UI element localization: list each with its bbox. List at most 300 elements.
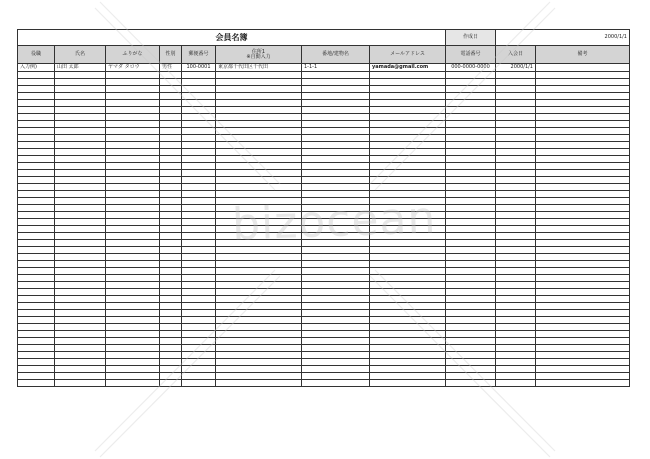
table-cell[interactable]: [55, 79, 106, 86]
table-cell[interactable]: [496, 338, 536, 345]
table-cell[interactable]: [182, 205, 216, 212]
table-cell[interactable]: [55, 177, 106, 184]
table-cell[interactable]: [302, 100, 370, 107]
table-cell[interactable]: [496, 149, 536, 156]
table-cell[interactable]: [496, 170, 536, 177]
table-cell[interactable]: [18, 121, 55, 128]
table-cell[interactable]: [496, 254, 536, 261]
table-cell[interactable]: [446, 254, 496, 261]
table-cell[interactable]: [55, 289, 106, 296]
table-cell[interactable]: [106, 79, 160, 86]
table-cell[interactable]: [182, 156, 216, 163]
table-cell[interactable]: [446, 219, 496, 226]
table-cell[interactable]: [370, 338, 446, 345]
table-cell[interactable]: [446, 135, 496, 142]
table-cell[interactable]: [446, 282, 496, 289]
table-cell[interactable]: [18, 128, 55, 135]
table-cell[interactable]: [446, 380, 496, 387]
table-cell[interactable]: [182, 247, 216, 254]
table-cell[interactable]: [216, 86, 302, 93]
table-cell[interactable]: [302, 268, 370, 275]
table-cell[interactable]: [446, 156, 496, 163]
table-cell[interactable]: [370, 198, 446, 205]
table-cell[interactable]: [160, 303, 182, 310]
table-cell[interactable]: [55, 338, 106, 345]
table-cell[interactable]: [302, 380, 370, 387]
table-cell[interactable]: [536, 149, 630, 156]
table-cell[interactable]: [370, 212, 446, 219]
table-cell[interactable]: [536, 331, 630, 338]
table-cell[interactable]: [106, 296, 160, 303]
table-cell[interactable]: [370, 324, 446, 331]
table-cell[interactable]: [18, 352, 55, 359]
table-cell[interactable]: [18, 247, 55, 254]
table-cell[interactable]: [370, 163, 446, 170]
table-cell[interactable]: [370, 156, 446, 163]
table-cell[interactable]: [536, 121, 630, 128]
table-cell[interactable]: [496, 380, 536, 387]
table-cell[interactable]: [106, 128, 160, 135]
table-cell[interactable]: [496, 72, 536, 79]
table-cell[interactable]: [536, 282, 630, 289]
cell-address1[interactable]: 東京都千代田区千代田: [216, 64, 302, 72]
table-cell[interactable]: [302, 198, 370, 205]
table-cell[interactable]: [302, 289, 370, 296]
table-cell[interactable]: [182, 219, 216, 226]
table-cell[interactable]: [536, 289, 630, 296]
table-cell[interactable]: [302, 226, 370, 233]
table-cell[interactable]: [160, 72, 182, 79]
table-cell[interactable]: [18, 373, 55, 380]
table-cell[interactable]: [536, 233, 630, 240]
table-cell[interactable]: [106, 114, 160, 121]
table-cell[interactable]: [216, 359, 302, 366]
table-cell[interactable]: [160, 142, 182, 149]
table-cell[interactable]: [536, 107, 630, 114]
table-cell[interactable]: [182, 303, 216, 310]
table-cell[interactable]: [302, 317, 370, 324]
table-cell[interactable]: [536, 303, 630, 310]
table-cell[interactable]: [216, 107, 302, 114]
table-cell[interactable]: [160, 184, 182, 191]
table-cell[interactable]: [182, 226, 216, 233]
table-cell[interactable]: [18, 177, 55, 184]
table-cell[interactable]: [216, 310, 302, 317]
table-cell[interactable]: [106, 317, 160, 324]
table-cell[interactable]: [18, 366, 55, 373]
table-cell[interactable]: [370, 345, 446, 352]
table-cell[interactable]: [446, 79, 496, 86]
table-cell[interactable]: [106, 240, 160, 247]
table-cell[interactable]: [216, 366, 302, 373]
table-cell[interactable]: [18, 107, 55, 114]
table-cell[interactable]: [496, 128, 536, 135]
table-cell[interactable]: [160, 324, 182, 331]
table-cell[interactable]: [106, 212, 160, 219]
table-cell[interactable]: [370, 205, 446, 212]
table-cell[interactable]: [370, 135, 446, 142]
table-cell[interactable]: [55, 184, 106, 191]
table-cell[interactable]: [446, 247, 496, 254]
table-cell[interactable]: [160, 240, 182, 247]
table-cell[interactable]: [496, 163, 536, 170]
table-cell[interactable]: [160, 114, 182, 121]
table-cell[interactable]: [182, 359, 216, 366]
table-cell[interactable]: [446, 352, 496, 359]
table-cell[interactable]: [446, 177, 496, 184]
table-cell[interactable]: [302, 184, 370, 191]
table-cell[interactable]: [536, 254, 630, 261]
table-cell[interactable]: [18, 303, 55, 310]
table-cell[interactable]: [182, 296, 216, 303]
table-cell[interactable]: [446, 296, 496, 303]
table-cell[interactable]: [182, 240, 216, 247]
table-cell[interactable]: [182, 254, 216, 261]
table-cell[interactable]: [216, 303, 302, 310]
table-cell[interactable]: [182, 135, 216, 142]
table-cell[interactable]: [55, 282, 106, 289]
table-cell[interactable]: [496, 86, 536, 93]
cell-furigana[interactable]: ヤマダ タロウ: [106, 64, 160, 72]
table-cell[interactable]: [182, 177, 216, 184]
table-cell[interactable]: [160, 247, 182, 254]
table-cell[interactable]: [18, 149, 55, 156]
cell-email[interactable]: yamada@gmail.com: [370, 64, 446, 72]
table-cell[interactable]: [216, 191, 302, 198]
table-cell[interactable]: [106, 338, 160, 345]
table-cell[interactable]: [536, 205, 630, 212]
table-cell[interactable]: [446, 100, 496, 107]
table-cell[interactable]: [496, 359, 536, 366]
table-cell[interactable]: [370, 317, 446, 324]
table-cell[interactable]: [160, 380, 182, 387]
table-cell[interactable]: [106, 331, 160, 338]
table-cell[interactable]: [106, 93, 160, 100]
table-cell[interactable]: [160, 177, 182, 184]
table-cell[interactable]: [216, 380, 302, 387]
table-cell[interactable]: [302, 275, 370, 282]
table-cell[interactable]: [446, 366, 496, 373]
table-cell[interactable]: [18, 296, 55, 303]
table-cell[interactable]: [536, 163, 630, 170]
table-cell[interactable]: [536, 275, 630, 282]
table-cell[interactable]: [182, 93, 216, 100]
table-cell[interactable]: [446, 373, 496, 380]
table-cell[interactable]: [496, 219, 536, 226]
table-cell[interactable]: [160, 198, 182, 205]
table-cell[interactable]: [446, 107, 496, 114]
table-cell[interactable]: [536, 268, 630, 275]
table-cell[interactable]: [55, 303, 106, 310]
table-cell[interactable]: [55, 86, 106, 93]
table-cell[interactable]: [302, 373, 370, 380]
table-cell[interactable]: [160, 275, 182, 282]
table-cell[interactable]: [446, 191, 496, 198]
table-cell[interactable]: [496, 282, 536, 289]
table-cell[interactable]: [182, 366, 216, 373]
table-cell[interactable]: [55, 149, 106, 156]
table-cell[interactable]: [370, 261, 446, 268]
table-cell[interactable]: [18, 198, 55, 205]
table-cell[interactable]: [536, 72, 630, 79]
table-cell[interactable]: [106, 198, 160, 205]
table-cell[interactable]: [55, 128, 106, 135]
table-cell[interactable]: [18, 114, 55, 121]
table-cell[interactable]: [106, 72, 160, 79]
table-cell[interactable]: [182, 170, 216, 177]
table-cell[interactable]: [536, 359, 630, 366]
table-cell[interactable]: [182, 191, 216, 198]
table-cell[interactable]: [216, 296, 302, 303]
table-cell[interactable]: [370, 268, 446, 275]
table-cell[interactable]: [106, 261, 160, 268]
table-cell[interactable]: [182, 107, 216, 114]
table-cell[interactable]: [182, 289, 216, 296]
table-cell[interactable]: [106, 345, 160, 352]
table-cell[interactable]: [496, 121, 536, 128]
table-cell[interactable]: [106, 310, 160, 317]
table-cell[interactable]: [536, 310, 630, 317]
table-cell[interactable]: [18, 226, 55, 233]
table-cell[interactable]: [496, 100, 536, 107]
table-cell[interactable]: [182, 79, 216, 86]
table-cell[interactable]: [55, 205, 106, 212]
table-cell[interactable]: [496, 275, 536, 282]
table-cell[interactable]: [182, 212, 216, 219]
table-cell[interactable]: [18, 191, 55, 198]
table-cell[interactable]: [536, 135, 630, 142]
table-cell[interactable]: [536, 93, 630, 100]
table-cell[interactable]: [536, 324, 630, 331]
created-date-value[interactable]: 2000/1/1: [496, 30, 630, 46]
table-cell[interactable]: [302, 247, 370, 254]
table-cell[interactable]: [536, 338, 630, 345]
table-cell[interactable]: [370, 352, 446, 359]
table-cell[interactable]: [446, 268, 496, 275]
table-cell[interactable]: [496, 261, 536, 268]
table-cell[interactable]: [106, 275, 160, 282]
table-cell[interactable]: [302, 156, 370, 163]
table-cell[interactable]: [370, 331, 446, 338]
table-cell[interactable]: [446, 289, 496, 296]
cell-role[interactable]: 入力例): [18, 64, 55, 72]
table-cell[interactable]: [536, 191, 630, 198]
table-cell[interactable]: [55, 261, 106, 268]
table-cell[interactable]: [446, 324, 496, 331]
table-cell[interactable]: [182, 310, 216, 317]
table-cell[interactable]: [496, 142, 536, 149]
table-cell[interactable]: [536, 86, 630, 93]
table-cell[interactable]: [160, 163, 182, 170]
table-cell[interactable]: [182, 72, 216, 79]
table-cell[interactable]: [160, 331, 182, 338]
table-cell[interactable]: [446, 72, 496, 79]
table-cell[interactable]: [302, 121, 370, 128]
table-cell[interactable]: [446, 338, 496, 345]
table-cell[interactable]: [160, 366, 182, 373]
table-cell[interactable]: [370, 254, 446, 261]
table-cell[interactable]: [160, 149, 182, 156]
table-cell[interactable]: [446, 149, 496, 156]
table-cell[interactable]: [55, 275, 106, 282]
table-cell[interactable]: [18, 156, 55, 163]
table-cell[interactable]: [496, 107, 536, 114]
table-cell[interactable]: [55, 107, 106, 114]
table-cell[interactable]: [160, 226, 182, 233]
table-cell[interactable]: [216, 331, 302, 338]
table-cell[interactable]: [536, 240, 630, 247]
table-cell[interactable]: [160, 352, 182, 359]
table-cell[interactable]: [106, 86, 160, 93]
table-cell[interactable]: [55, 317, 106, 324]
table-cell[interactable]: [496, 184, 536, 191]
table-cell[interactable]: [106, 121, 160, 128]
table-cell[interactable]: [160, 289, 182, 296]
table-cell[interactable]: [106, 324, 160, 331]
table-cell[interactable]: [182, 142, 216, 149]
table-cell[interactable]: [160, 93, 182, 100]
table-cell[interactable]: [160, 86, 182, 93]
table-cell[interactable]: [370, 191, 446, 198]
table-cell[interactable]: [536, 373, 630, 380]
cell-name[interactable]: 山田 太郎: [55, 64, 106, 72]
table-cell[interactable]: [302, 219, 370, 226]
table-cell[interactable]: [18, 345, 55, 352]
table-cell[interactable]: [106, 303, 160, 310]
table-cell[interactable]: [182, 198, 216, 205]
table-cell[interactable]: [216, 317, 302, 324]
table-cell[interactable]: [55, 72, 106, 79]
table-cell[interactable]: [55, 212, 106, 219]
table-cell[interactable]: [55, 226, 106, 233]
table-cell[interactable]: [106, 107, 160, 114]
table-cell[interactable]: [18, 282, 55, 289]
table-cell[interactable]: [302, 310, 370, 317]
table-cell[interactable]: [496, 135, 536, 142]
table-cell[interactable]: [302, 212, 370, 219]
table-cell[interactable]: [302, 282, 370, 289]
table-cell[interactable]: [446, 359, 496, 366]
table-cell[interactable]: [496, 268, 536, 275]
table-cell[interactable]: [496, 289, 536, 296]
table-cell[interactable]: [370, 296, 446, 303]
table-cell[interactable]: [106, 366, 160, 373]
table-cell[interactable]: [55, 380, 106, 387]
table-cell[interactable]: [106, 184, 160, 191]
table-cell[interactable]: [370, 380, 446, 387]
table-cell[interactable]: [182, 338, 216, 345]
table-cell[interactable]: [106, 254, 160, 261]
table-cell[interactable]: [370, 282, 446, 289]
table-cell[interactable]: [496, 317, 536, 324]
table-cell[interactable]: [302, 345, 370, 352]
table-cell[interactable]: [302, 338, 370, 345]
table-cell[interactable]: [216, 79, 302, 86]
table-cell[interactable]: [18, 324, 55, 331]
table-cell[interactable]: [182, 184, 216, 191]
table-cell[interactable]: [496, 233, 536, 240]
table-cell[interactable]: [216, 282, 302, 289]
table-cell[interactable]: [446, 128, 496, 135]
table-cell[interactable]: [182, 121, 216, 128]
table-cell[interactable]: [370, 240, 446, 247]
table-cell[interactable]: [302, 114, 370, 121]
table-cell[interactable]: [160, 121, 182, 128]
table-cell[interactable]: [18, 233, 55, 240]
table-cell[interactable]: [182, 380, 216, 387]
table-cell[interactable]: [106, 135, 160, 142]
table-cell[interactable]: [496, 205, 536, 212]
table-cell[interactable]: [370, 177, 446, 184]
table-cell[interactable]: [536, 177, 630, 184]
table-cell[interactable]: [496, 156, 536, 163]
table-cell[interactable]: [446, 86, 496, 93]
table-cell[interactable]: [536, 198, 630, 205]
table-cell[interactable]: [496, 247, 536, 254]
table-cell[interactable]: [446, 198, 496, 205]
table-cell[interactable]: [55, 121, 106, 128]
table-cell[interactable]: [302, 177, 370, 184]
table-cell[interactable]: [216, 184, 302, 191]
table-cell[interactable]: [18, 310, 55, 317]
table-cell[interactable]: [160, 268, 182, 275]
table-cell[interactable]: [496, 303, 536, 310]
table-cell[interactable]: [302, 93, 370, 100]
table-cell[interactable]: [536, 128, 630, 135]
table-cell[interactable]: [536, 261, 630, 268]
table-cell[interactable]: [216, 254, 302, 261]
table-cell[interactable]: [18, 212, 55, 219]
table-cell[interactable]: [160, 345, 182, 352]
table-cell[interactable]: [55, 247, 106, 254]
table-cell[interactable]: [302, 359, 370, 366]
table-cell[interactable]: [106, 163, 160, 170]
table-cell[interactable]: [18, 205, 55, 212]
table-cell[interactable]: [55, 198, 106, 205]
table-cell[interactable]: [370, 359, 446, 366]
table-cell[interactable]: [446, 170, 496, 177]
table-cell[interactable]: [216, 121, 302, 128]
table-cell[interactable]: [18, 100, 55, 107]
table-cell[interactable]: [160, 233, 182, 240]
table-cell[interactable]: [536, 352, 630, 359]
table-cell[interactable]: [446, 121, 496, 128]
table-cell[interactable]: [370, 289, 446, 296]
table-cell[interactable]: [496, 352, 536, 359]
table-cell[interactable]: [55, 233, 106, 240]
table-cell[interactable]: [302, 163, 370, 170]
table-cell[interactable]: [216, 373, 302, 380]
table-cell[interactable]: [160, 205, 182, 212]
table-cell[interactable]: [106, 177, 160, 184]
table-cell[interactable]: [370, 128, 446, 135]
table-cell[interactable]: [18, 261, 55, 268]
table-cell[interactable]: [160, 156, 182, 163]
table-cell[interactable]: [536, 366, 630, 373]
table-cell[interactable]: [496, 310, 536, 317]
table-cell[interactable]: [160, 317, 182, 324]
table-cell[interactable]: [216, 212, 302, 219]
table-cell[interactable]: [496, 114, 536, 121]
table-cell[interactable]: [182, 275, 216, 282]
table-cell[interactable]: [370, 226, 446, 233]
table-cell[interactable]: [216, 338, 302, 345]
table-cell[interactable]: [536, 100, 630, 107]
table-cell[interactable]: [370, 366, 446, 373]
table-cell[interactable]: [106, 149, 160, 156]
table-cell[interactable]: [160, 310, 182, 317]
table-cell[interactable]: [536, 226, 630, 233]
